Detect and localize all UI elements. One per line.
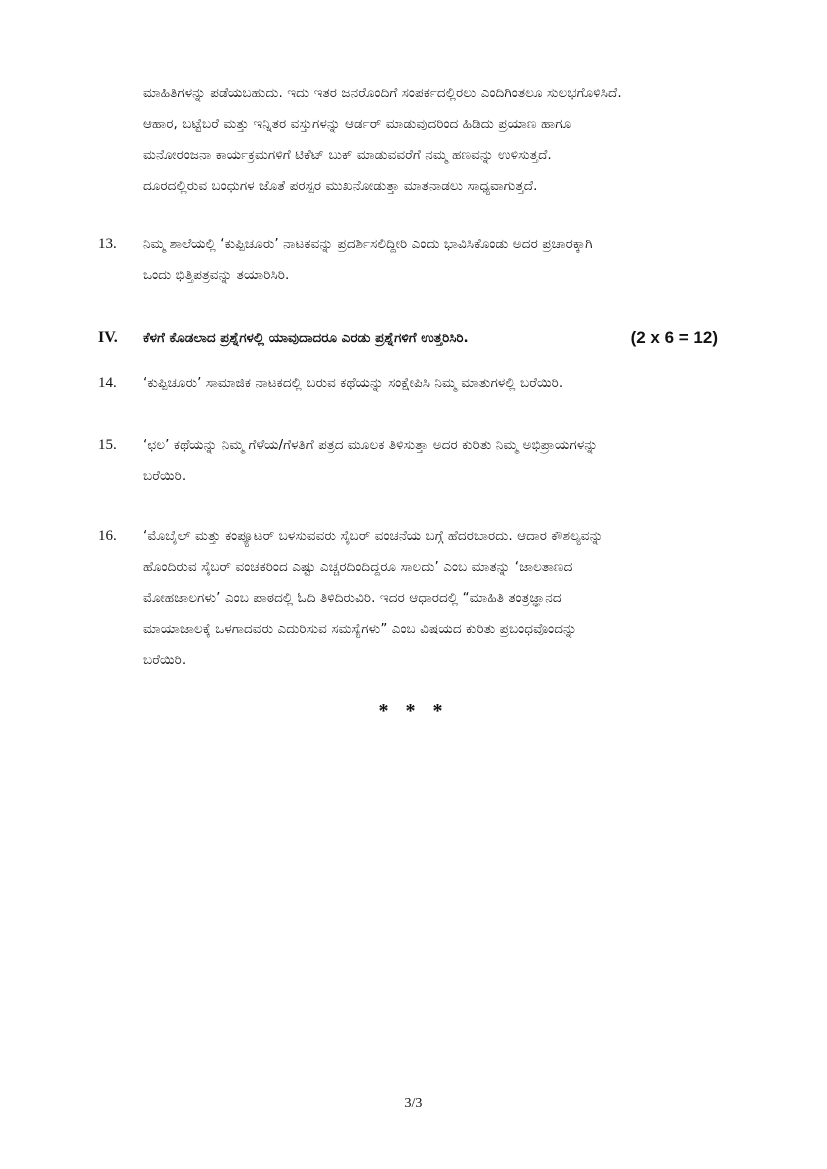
question-number: 14. [98,375,117,391]
question-number: 13. [98,236,117,252]
text-line: ಬರೆಯಿರಿ. [143,468,187,484]
end-marker: * * * [378,700,449,722]
question-text [143,229,728,291]
page-number: 3/3 [404,1096,423,1111]
question-text [143,430,728,492]
text-line: ನಿಮ್ಮ ಶಾಲೆಯಲ್ಲಿ ‘ಕುಪ್ಪಿಚೂರು’ ನಾಟಕವನ್ನು ಪ್ರದರ್ಶಿಸಲಿದ್ದೀರಿ ಎಂದು ಭಾವಿಸಿಕೊಂಡು ಅದರ ಪ್ರಚಾರಕ್ಕಾಗಿ [143,236,593,252]
text-line: ‘ಕುಪ್ಪಿಚೂರು’ ಸಾಮಾಜಿಕ ನಾಟಕದಲ್ಲಿ ಬರುವ ಕಥೆಯನ್ನು ಸಂಕ್ಷೇಪಿಸಿ ನಿಮ್ಮ ಮಾತುಗಳಲ್ಲಿ ಬರೆಯಿರಿ. [143,375,564,391]
section-title: ಕೆಳಗೆ ಕೊಡಲಾದ ಪ್ರಶ್ನೆಗಳಲ್ಲಿ ಯಾವುದಾದರೂ ಎರಡು ಪ್ರಶ್ನೆಗಳಿಗೆ ಉತ್ತರಿಸಿರಿ. [143,330,469,346]
text-line: ಹೊಂದಿರುವ ಸೈಬರ್ ವಂಚಕರಿಂದ ಎಷ್ಟು ಎಚ್ಚರದಿಂದಿದ್ದರೂ ಸಾಲದು’ ಎಂಬ ಮಾತನ್ನು ‘ಜಾಲತಾಣದ [143,559,573,575]
question-number: 16. [98,528,117,544]
text-line: ‘ಛಲ’ ಕಥೆಯನ್ನು ನಿಮ್ಮ ಗೆಳೆಯ/ಗೆಳತಿಗೆ ಪತ್ರದ ಮೂಲಕ ತಿಳಿಸುತ್ತಾ ಅದರ ಕುರಿತು ನಿಮ್ಮ ಅಭಿಪ್ರಾಯಗಳನ್ನು [143,437,598,453]
text-line: ಮಾಯಾಜಾಲಕ್ಕೆ ಒಳಗಾದವರು ಎದುರಿಸುವ ಸಮಸ್ಯೆಗಳು” ಎಂಬ ವಿಷಯದ ಕುರಿತು ಪ್ರಬಂಧವೊಂದನ್ನು [143,621,577,637]
question-text [143,521,728,676]
section-marks: (2 x 6 = 12) [630,328,718,347]
section-number: IV. [98,329,118,346]
question-text [143,368,728,399]
continuation-paragraph [143,78,743,202]
text-line: ಮಾಹಿತಿಗಳನ್ನು ಪಡೆಯಬಹುದು. ಇದು ಇತರ ಜನರೊಂದಿಗೆ ಸಂಪರ್ಕದಲ್ಲಿರಲು ಎಂದಿಗಿಂತಲೂ ಸುಲಭಗೊಳಿಸಿದೆ. [143,85,622,101]
text-line: ಆಹಾರ, ಬಟ್ಟೆಬರೆ ಮತ್ತು ಇನ್ನಿತರ ವಸ್ತುಗಳನ್ನು ಆರ್ಡರ್ ಮಾಡುವುದರಿಂದ ಹಿಡಿದು ಪ್ರಯಾಣ ಹಾಗೂ [143,116,572,132]
text-line: ಬರೆಯಿರಿ. [143,652,187,668]
text-line: ದೂರದಲ್ಲಿರುವ ಬಂಧುಗಳ ಜೊತೆ ಪರಸ್ಪರ ಮುಖನೋಡುತ್ತಾ ಮಾತನಾಡಲು ಸಾಧ್ಯವಾಗುತ್ತದೆ. [143,178,538,194]
text-line: ಒಂದು ಭಿತ್ತಿಪತ್ರವನ್ನು ತಯಾರಿಸಿರಿ. [143,267,290,283]
question-number: 15. [98,437,117,453]
section-heading-iv [98,322,738,354]
text-line: ಮನೋರಂಜನಾ ಕಾರ್ಯಕ್ರಮಗಳಿಗೆ ಟಿಕೆಟ್ ಬುಕ್ ಮಾಡುವವರೆಗೆ ನಮ್ಮ ಹಣವನ್ನು ಉಳಿಸುತ್ತದೆ. [143,147,552,163]
text-line: ಮೋಹಜಾಲಗಳು’ ಎಂಬ ಪಾಠದಲ್ಲಿ ಓದಿ ತಿಳಿದಿರುವಿರಿ. ಇದರ ಆಧಾರದಲ್ಲಿ “ಮಾಹಿತಿ ತಂತ್ರಜ್ಞಾನದ [143,590,562,606]
text-line: ‘ಮೊಬೈಲ್ ಮತ್ತು ಕಂಪ್ಯೂಟರ್ ಬಳಸುವವರು ಸೈಬರ್ ವಂಚನೆಯ ಬಗ್ಗೆ ಹೆದರಬಾರದು. ಆದಾರ ಕೌಶಲ್ಯವನ್ನು [143,528,604,544]
